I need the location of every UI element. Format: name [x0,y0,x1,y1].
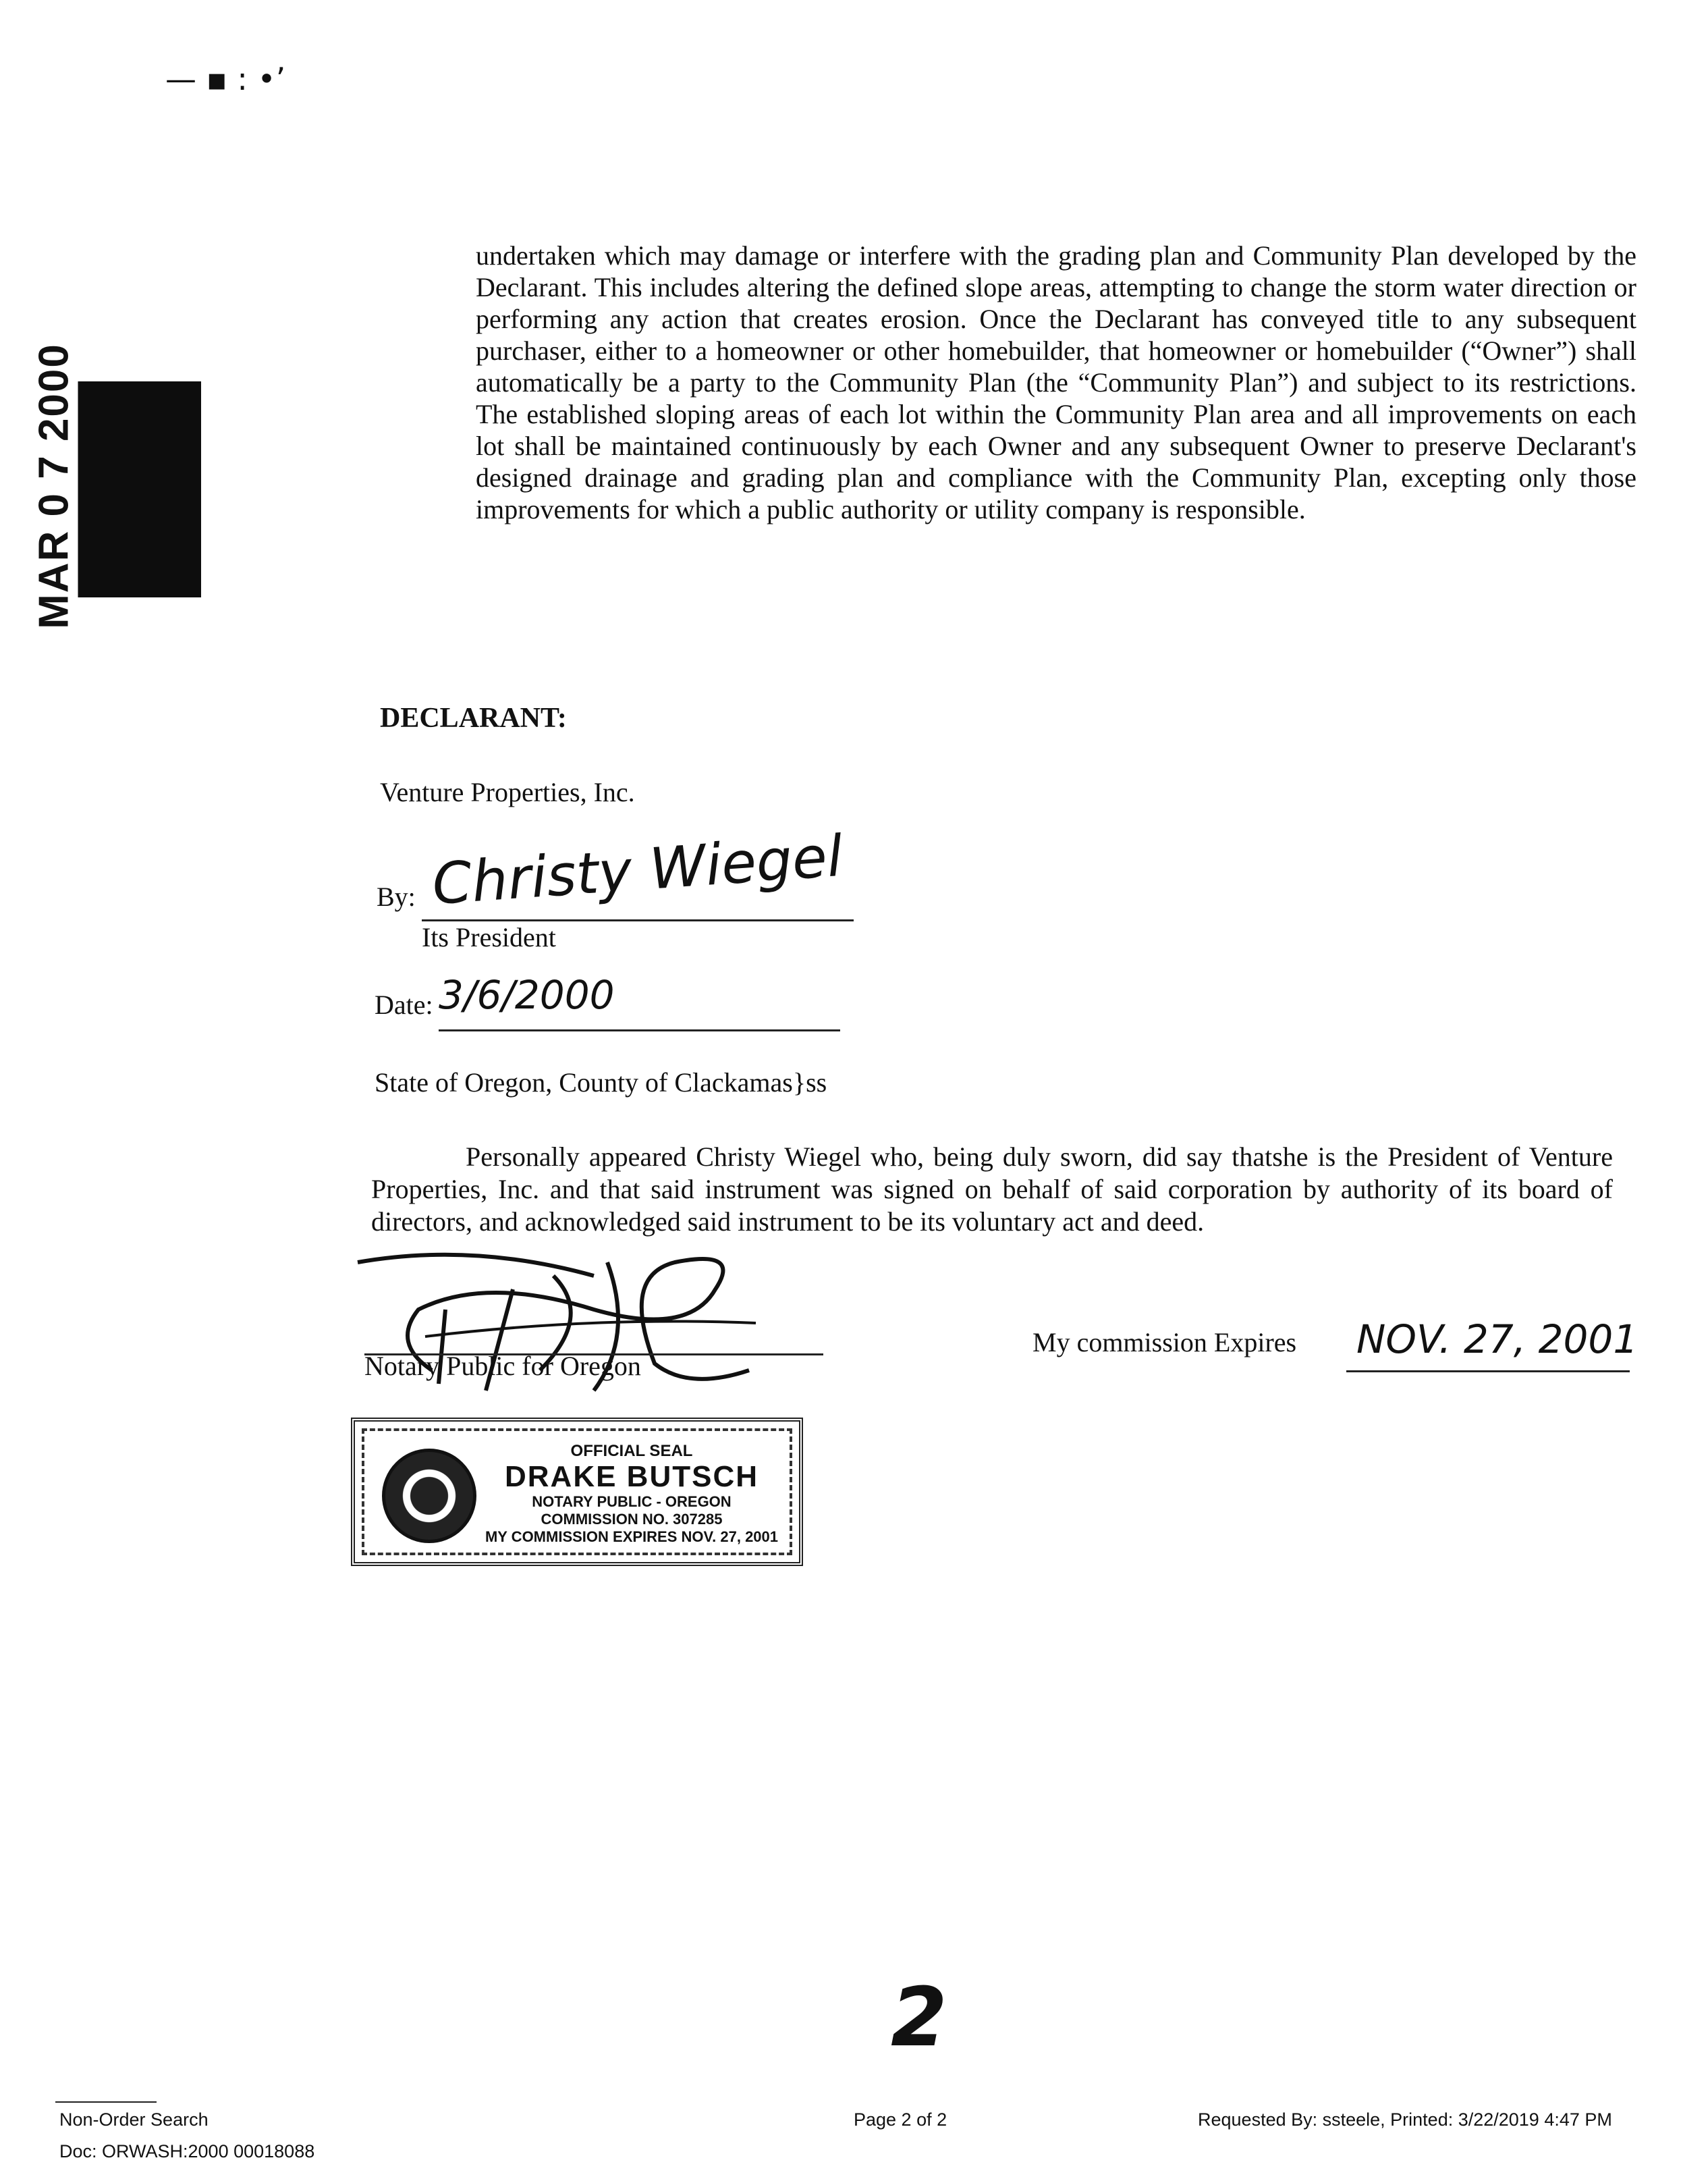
notary-seal [351,1418,803,1566]
recording-stamp-text: MAR 0 7 2000 [30,343,78,629]
commission-value: NOV. 27, 2001 [1356,1316,1638,1362]
footer-page-indicator: Page 2 of 2 [854,2109,947,2130]
seal-line-5: MY COMMISSION EXPIRES NOV. 27, 2001 [485,1528,779,1545]
seal-text [483,1442,780,1546]
declarant-title: Its President [422,922,556,952]
date-line [439,1029,840,1031]
seal-line-3: NOTARY PUBLIC - OREGON [532,1493,732,1510]
date-label: Date: [375,990,433,1020]
footer-rule [55,2101,157,2103]
notary-label: Notary Public for Oregon [364,1351,641,1381]
seal-line-2: DRAKE BUTSCH [505,1460,759,1493]
footer-left-line-2: Doc: ORWASH:2000 00018088 [59,2141,315,2161]
body-paragraph: undertaken which may damage or interfere with the grading plan and Community Plan developed by the Declarant. This includes altering the defined slope areas, attempting to change the storm water direction or performing any action that creates erosion. Once the Declarant has conveyed title to any subsequent purchaser, either to a homeowner or other homebuilder, that homeowner or homebuilder (“Owner”) shall automatically be a party to the Community Plan (the “Community Plan”) and subject to its restrictions. The established sloping areas of each lot within the Community Plan area and all improvements on each lot shall be maintained continuously by each Owner and any subsequent Owner to preserve Declarant's designed drainage and grading plan and compliance with the Community Plan, excepting only those improvements for which a public authority or utility company is responsible. [476,240,1636,524]
declarant-signature: Christy Wiegel [430,822,845,918]
commission-line [1346,1370,1630,1372]
handwritten-page-number: 2 [891,1971,947,2065]
declarant-heading: DECLARANT: [380,703,567,734]
declarant-company: Venture Properties, Inc. [380,777,635,807]
seal-line-1: OFFICIAL SEAL [570,1442,693,1460]
commission-label: My commission Expires [1032,1327,1297,1357]
seal-line-4: COMMISSION NO. 307285 [541,1511,723,1528]
date-value: 3/6/2000 [439,972,615,1018]
by-label: By: [377,882,416,912]
acknowledgment-paragraph: Personally appeared Christy Wiegel who, being duly sworn, did say thatshe is the President of Venture Properties, Inc. and that said instrument was signed on behalf of said corporation by authority of its board of directors, and acknowledged said instrument to be its voluntary act and deed. [371,1141,1613,1237]
header-marks: — ▪ : •’ [165,61,286,97]
recording-stamp [59,381,201,597]
notary-signature [337,1235,850,1411]
footer-left-line-1: Non-Order Search [59,2109,209,2130]
venue-line: State of Oregon, County of Clackamas}ss [375,1067,827,1098]
state-seal-emblem [382,1449,476,1543]
footer-requested-by: Requested By: ssteele, Printed: 3/22/2019 4:47 PM [1198,2109,1612,2130]
